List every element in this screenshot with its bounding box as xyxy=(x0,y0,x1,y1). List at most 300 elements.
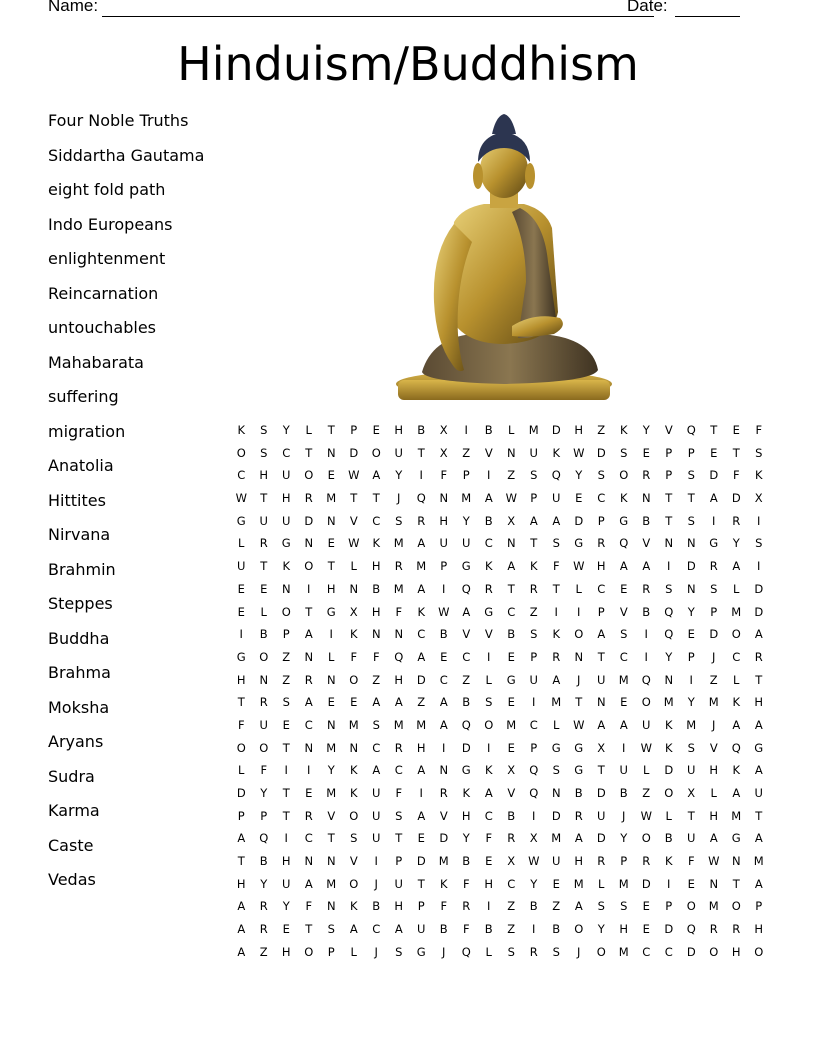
grid-letter[interactable]: C xyxy=(484,536,493,551)
grid-letter[interactable]: H xyxy=(394,899,404,914)
grid-letter[interactable]: Q xyxy=(394,649,404,664)
grid-letter[interactable]: A xyxy=(304,876,313,891)
grid-letter[interactable]: S xyxy=(620,445,628,460)
grid-letter[interactable]: L xyxy=(260,604,267,619)
grid-letter[interactable]: G xyxy=(619,513,629,528)
grid-letter[interactable]: P xyxy=(417,899,425,914)
grid-letter[interactable]: H xyxy=(394,423,404,437)
grid-letter[interactable]: U xyxy=(529,445,538,460)
grid-letter[interactable]: A xyxy=(304,695,313,710)
grid-letter[interactable]: I xyxy=(577,604,581,619)
grid-letter[interactable]: U xyxy=(282,468,291,483)
grid-letter[interactable]: K xyxy=(372,536,381,551)
grid-letter[interactable]: K xyxy=(349,786,358,800)
grid-letter[interactable]: F xyxy=(395,786,403,800)
grid-letter[interactable]: T xyxy=(282,808,290,823)
grid-letter[interactable]: R xyxy=(642,468,651,483)
grid-letter[interactable]: R xyxy=(597,854,606,869)
grid-letter[interactable]: G xyxy=(709,536,719,551)
grid-letter[interactable]: T xyxy=(237,695,245,710)
grid-letter[interactable]: B xyxy=(507,627,516,642)
grid-letter[interactable]: W xyxy=(640,808,652,823)
grid-letter[interactable]: J xyxy=(712,717,716,732)
grid-letter[interactable]: I xyxy=(442,740,446,755)
grid-letter[interactable]: D xyxy=(551,808,561,823)
grid-letter[interactable]: A xyxy=(574,831,583,846)
grid-letter[interactable]: D xyxy=(709,468,719,483)
grid-letter[interactable]: O xyxy=(596,944,606,959)
grid-letter[interactable]: K xyxy=(552,445,561,460)
grid-letter[interactable]: X xyxy=(439,423,448,437)
grid-letter[interactable]: Y xyxy=(687,604,695,619)
grid-letter[interactable]: W xyxy=(708,854,720,869)
grid-letter[interactable]: P xyxy=(530,740,538,755)
grid-letter[interactable]: W xyxy=(348,468,360,483)
grid-letter[interactable]: L xyxy=(485,672,492,687)
grid-letter[interactable]: D xyxy=(641,876,651,891)
grid-letter[interactable]: Y xyxy=(687,695,695,710)
grid-letter[interactable]: S xyxy=(530,627,538,642)
grid-letter[interactable]: Q xyxy=(664,604,674,619)
grid-letter[interactable]: S xyxy=(620,627,628,642)
grid-letter[interactable]: M xyxy=(618,876,629,891)
grid-letter[interactable]: N xyxy=(304,854,314,869)
grid-letter[interactable]: I xyxy=(757,513,761,528)
grid-letter[interactable]: C xyxy=(417,627,426,642)
grid-letter[interactable]: M xyxy=(416,559,427,574)
grid-letter[interactable]: I xyxy=(712,513,716,528)
grid-letter[interactable]: E xyxy=(620,695,628,710)
grid-letter[interactable]: M xyxy=(663,695,674,710)
grid-letter[interactable]: M xyxy=(393,536,404,551)
grid-letter[interactable]: H xyxy=(754,922,764,937)
grid-letter[interactable]: R xyxy=(732,922,741,937)
grid-letter[interactable]: E xyxy=(507,695,515,710)
grid-letter[interactable]: T xyxy=(305,922,313,937)
grid-letter[interactable]: D xyxy=(596,445,606,460)
grid-letter[interactable]: O xyxy=(619,468,629,483)
grid-letter[interactable]: A xyxy=(552,672,561,687)
grid-letter[interactable]: T xyxy=(575,695,583,710)
grid-letter[interactable]: L xyxy=(508,423,515,437)
grid-letter[interactable]: R xyxy=(259,922,268,937)
grid-letter[interactable]: F xyxy=(687,854,695,869)
grid-letter[interactable]: I xyxy=(239,627,243,642)
grid-letter[interactable]: G xyxy=(484,604,494,619)
grid-letter[interactable]: M xyxy=(708,899,719,914)
grid-letter[interactable]: K xyxy=(484,763,493,778)
grid-letter[interactable]: I xyxy=(307,581,311,596)
grid-letter[interactable]: P xyxy=(687,649,695,664)
grid-letter[interactable]: N xyxy=(506,536,516,551)
grid-letter[interactable]: G xyxy=(574,740,584,755)
grid-letter[interactable]: B xyxy=(259,854,268,869)
grid-letter[interactable]: Z xyxy=(552,899,561,914)
grid-letter[interactable]: L xyxy=(598,876,605,891)
grid-letter[interactable]: V xyxy=(349,513,358,528)
grid-letter[interactable]: H xyxy=(281,944,291,959)
grid-letter[interactable]: M xyxy=(326,876,337,891)
grid-letter[interactable]: T xyxy=(665,491,673,506)
grid-letter[interactable]: O xyxy=(259,649,269,664)
grid-letter[interactable]: O xyxy=(641,831,651,846)
grid-letter[interactable]: B xyxy=(484,423,493,437)
grid-letter[interactable]: P xyxy=(530,649,538,664)
grid-letter[interactable]: X xyxy=(507,513,516,528)
grid-letter[interactable]: F xyxy=(350,649,358,664)
grid-letter[interactable]: N xyxy=(326,445,336,460)
grid-letter[interactable]: J xyxy=(374,944,378,959)
grid-letter[interactable]: P xyxy=(282,627,290,642)
grid-letter[interactable]: L xyxy=(328,649,335,664)
grid-letter[interactable]: C xyxy=(507,876,516,891)
grid-letter[interactable]: P xyxy=(440,559,448,574)
grid-letter[interactable]: T xyxy=(755,672,763,687)
grid-letter[interactable]: R xyxy=(394,740,403,755)
grid-letter[interactable]: U xyxy=(439,536,448,551)
grid-letter[interactable]: O xyxy=(281,604,291,619)
grid-letter[interactable]: C xyxy=(597,581,606,596)
grid-letter[interactable]: N xyxy=(574,649,584,664)
grid-letter[interactable]: I xyxy=(689,672,693,687)
grid-letter[interactable]: N xyxy=(259,672,269,687)
grid-letter[interactable]: B xyxy=(664,831,673,846)
grid-letter[interactable]: A xyxy=(484,491,493,506)
grid-letter[interactable]: E xyxy=(305,786,313,800)
grid-letter[interactable]: D xyxy=(304,513,314,528)
grid-letter[interactable]: G xyxy=(236,649,246,664)
grid-letter[interactable]: T xyxy=(282,786,290,800)
grid-letter[interactable]: L xyxy=(350,944,357,959)
grid-letter[interactable]: A xyxy=(237,899,246,914)
grid-letter[interactable]: A xyxy=(237,831,246,846)
grid-letter[interactable]: R xyxy=(304,672,313,687)
grid-letter[interactable]: I xyxy=(442,581,446,596)
grid-letter[interactable]: U xyxy=(552,491,561,506)
grid-letter[interactable]: V xyxy=(619,604,628,619)
grid-letter[interactable]: P xyxy=(350,423,358,437)
grid-letter[interactable]: R xyxy=(259,536,268,551)
grid-letter[interactable]: I xyxy=(464,423,468,437)
grid-letter[interactable]: O xyxy=(349,876,359,891)
grid-letter[interactable]: C xyxy=(394,763,403,778)
grid-letter[interactable]: A xyxy=(754,717,763,732)
grid-letter[interactable]: M xyxy=(753,854,764,869)
grid-letter[interactable]: S xyxy=(327,922,335,937)
grid-letter[interactable]: M xyxy=(416,717,427,732)
grid-letter[interactable]: F xyxy=(305,899,313,914)
grid-letter[interactable]: O xyxy=(641,695,651,710)
grid-letter[interactable]: S xyxy=(507,944,515,959)
grid-letter[interactable]: P xyxy=(665,445,673,460)
grid-letter[interactable]: T xyxy=(305,604,313,619)
grid-letter[interactable]: Z xyxy=(282,649,291,664)
grid-letter[interactable]: U xyxy=(552,854,561,869)
grid-letter[interactable]: S xyxy=(350,831,358,846)
grid-letter[interactable]: E xyxy=(282,717,290,732)
grid-letter[interactable]: C xyxy=(642,944,651,959)
grid-letter[interactable]: F xyxy=(462,876,470,891)
grid-letter[interactable]: C xyxy=(619,649,628,664)
grid-letter[interactable]: S xyxy=(485,695,493,710)
grid-letter[interactable]: U xyxy=(259,717,268,732)
grid-letter[interactable]: U xyxy=(597,672,606,687)
grid-letter[interactable]: D xyxy=(236,786,246,800)
grid-letter[interactable]: A xyxy=(597,627,606,642)
grid-letter[interactable]: N xyxy=(641,491,651,506)
grid-letter[interactable]: R xyxy=(709,559,718,574)
grid-letter[interactable]: N xyxy=(686,581,696,596)
grid-letter[interactable]: Y xyxy=(462,831,470,846)
grid-letter[interactable]: K xyxy=(462,786,471,800)
grid-letter[interactable]: Q xyxy=(664,627,674,642)
grid-letter[interactable]: T xyxy=(597,763,605,778)
grid-letter[interactable]: B xyxy=(642,604,651,619)
grid-letter[interactable]: H xyxy=(574,423,584,437)
grid-letter[interactable]: T xyxy=(260,491,268,506)
grid-letter[interactable]: S xyxy=(687,740,695,755)
grid-letter[interactable]: K xyxy=(732,695,741,710)
grid-letter[interactable]: X xyxy=(349,604,358,619)
grid-letter[interactable]: V xyxy=(507,786,516,800)
grid-letter[interactable]: U xyxy=(282,876,291,891)
grid-letter[interactable]: P xyxy=(710,604,718,619)
grid-letter[interactable]: S xyxy=(755,445,763,460)
grid-letter[interactable]: E xyxy=(237,581,245,596)
grid-letter[interactable]: P xyxy=(665,899,673,914)
grid-letter[interactable]: N xyxy=(686,536,696,551)
grid-letter[interactable]: B xyxy=(372,899,381,914)
grid-letter[interactable]: G xyxy=(754,740,764,755)
grid-letter[interactable]: F xyxy=(440,468,448,483)
grid-letter[interactable]: L xyxy=(238,536,245,551)
grid-letter[interactable]: A xyxy=(732,559,741,574)
grid-letter[interactable]: O xyxy=(236,445,246,460)
grid-letter[interactable]: M xyxy=(618,944,629,959)
grid-letter[interactable]: V xyxy=(327,808,336,823)
grid-letter[interactable]: X xyxy=(529,831,538,846)
grid-letter[interactable]: N xyxy=(731,854,741,869)
grid-letter[interactable]: A xyxy=(237,922,246,937)
grid-letter[interactable]: C xyxy=(304,831,313,846)
grid-letter[interactable]: D xyxy=(664,922,674,937)
grid-letter[interactable]: S xyxy=(755,536,763,551)
grid-letter[interactable]: T xyxy=(687,491,695,506)
grid-letter[interactable]: A xyxy=(529,513,538,528)
grid-letter[interactable]: F xyxy=(732,468,740,483)
grid-letter[interactable]: O xyxy=(236,740,246,755)
grid-letter[interactable]: W xyxy=(438,604,450,619)
grid-letter[interactable]: Z xyxy=(259,944,268,959)
grid-letter[interactable]: Q xyxy=(619,536,629,551)
grid-letter[interactable]: S xyxy=(552,944,560,959)
grid-letter[interactable]: D xyxy=(551,423,561,437)
grid-letter[interactable]: C xyxy=(664,944,673,959)
date-field-line[interactable] xyxy=(675,16,740,17)
grid-letter[interactable]: L xyxy=(643,763,650,778)
grid-letter[interactable]: C xyxy=(462,649,471,664)
grid-letter[interactable]: Y xyxy=(462,513,470,528)
grid-letter[interactable]: A xyxy=(574,899,583,914)
grid-letter[interactable]: U xyxy=(394,445,403,460)
grid-letter[interactable]: S xyxy=(665,581,673,596)
grid-letter[interactable]: T xyxy=(732,876,740,891)
grid-letter[interactable]: K xyxy=(349,627,358,642)
grid-letter[interactable]: Q xyxy=(686,423,696,437)
grid-letter[interactable]: T xyxy=(350,491,358,506)
grid-letter[interactable]: O xyxy=(574,627,584,642)
grid-letter[interactable]: E xyxy=(642,899,650,914)
grid-letter[interactable]: E xyxy=(372,423,380,437)
grid-letter[interactable]: G xyxy=(416,944,426,959)
grid-letter[interactable]: K xyxy=(664,717,673,732)
grid-letter[interactable]: N xyxy=(349,581,359,596)
grid-letter[interactable]: A xyxy=(754,831,763,846)
grid-letter[interactable]: G xyxy=(326,604,336,619)
grid-letter[interactable]: T xyxy=(327,831,335,846)
grid-letter[interactable]: N xyxy=(349,740,359,755)
grid-letter[interactable]: V xyxy=(664,423,673,437)
grid-letter[interactable]: I xyxy=(284,763,288,778)
grid-letter[interactable]: B xyxy=(484,922,493,937)
grid-letter[interactable]: A xyxy=(507,559,516,574)
grid-letter[interactable]: G xyxy=(574,763,584,778)
grid-letter[interactable]: T xyxy=(260,559,268,574)
grid-letter[interactable]: I xyxy=(554,604,558,619)
grid-letter[interactable]: E xyxy=(327,536,335,551)
grid-letter[interactable]: N xyxy=(326,672,336,687)
grid-letter[interactable]: H xyxy=(371,559,381,574)
grid-letter[interactable]: T xyxy=(305,445,313,460)
grid-letter[interactable]: I xyxy=(487,468,491,483)
grid-letter[interactable]: T xyxy=(755,808,763,823)
grid-letter[interactable]: N xyxy=(394,627,404,642)
grid-letter[interactable]: J xyxy=(577,672,581,687)
grid-letter[interactable]: Y xyxy=(327,763,335,778)
grid-letter[interactable]: E xyxy=(687,876,695,891)
grid-letter[interactable]: O xyxy=(731,899,741,914)
grid-letter[interactable]: A xyxy=(417,763,426,778)
grid-letter[interactable]: K xyxy=(237,423,246,437)
grid-letter[interactable]: D xyxy=(596,786,606,800)
grid-letter[interactable]: F xyxy=(552,559,560,574)
grid-letter[interactable]: T xyxy=(732,445,740,460)
grid-letter[interactable]: U xyxy=(237,559,246,574)
grid-letter[interactable]: E xyxy=(282,922,290,937)
grid-letter[interactable]: O xyxy=(349,808,359,823)
grid-letter[interactable]: S xyxy=(687,513,695,528)
grid-letter[interactable]: V xyxy=(709,740,718,755)
grid-letter[interactable]: M xyxy=(348,717,359,732)
grid-letter[interactable]: H xyxy=(281,491,291,506)
grid-letter[interactable]: E xyxy=(507,649,515,664)
grid-letter[interactable]: H xyxy=(326,581,336,596)
grid-letter[interactable]: A xyxy=(552,513,561,528)
grid-letter[interactable]: T xyxy=(237,854,245,869)
grid-letter[interactable]: D xyxy=(596,831,606,846)
grid-letter[interactable]: R xyxy=(304,808,313,823)
grid-letter[interactable]: I xyxy=(532,922,536,937)
grid-letter[interactable]: Y xyxy=(620,831,628,846)
grid-letter[interactable]: I xyxy=(487,899,491,914)
grid-letter[interactable]: R xyxy=(417,513,426,528)
grid-letter[interactable]: O xyxy=(686,899,696,914)
grid-letter[interactable]: N xyxy=(709,876,719,891)
grid-letter[interactable]: Q xyxy=(641,672,651,687)
grid-letter[interactable]: A xyxy=(732,786,741,800)
grid-letter[interactable]: I xyxy=(329,627,333,642)
grid-letter[interactable]: B xyxy=(552,922,561,937)
grid-letter[interactable]: U xyxy=(372,831,381,846)
grid-letter[interactable]: T xyxy=(395,831,403,846)
grid-letter[interactable]: P xyxy=(755,899,763,914)
grid-letter[interactable]: A xyxy=(394,695,403,710)
grid-letter[interactable]: C xyxy=(439,672,448,687)
grid-letter[interactable]: O xyxy=(371,445,381,460)
grid-letter[interactable]: A xyxy=(304,627,313,642)
grid-letter[interactable]: Q xyxy=(686,922,696,937)
grid-letter[interactable]: U xyxy=(462,536,471,551)
grid-letter[interactable]: S xyxy=(597,899,605,914)
grid-letter[interactable]: D xyxy=(709,627,719,642)
grid-letter[interactable]: F xyxy=(485,831,493,846)
grid-letter[interactable]: P xyxy=(237,808,245,823)
grid-letter[interactable]: H xyxy=(596,559,606,574)
grid-letter[interactable]: B xyxy=(259,627,268,642)
grid-letter[interactable]: A xyxy=(417,649,426,664)
grid-letter[interactable]: G xyxy=(236,513,246,528)
grid-letter[interactable]: K xyxy=(552,627,561,642)
grid-letter[interactable]: D xyxy=(664,763,674,778)
grid-letter[interactable]: N xyxy=(439,491,449,506)
grid-letter[interactable]: N xyxy=(326,717,336,732)
grid-letter[interactable]: T xyxy=(710,423,718,437)
grid-letter[interactable]: E xyxy=(507,740,515,755)
grid-letter[interactable]: D xyxy=(754,604,764,619)
grid-letter[interactable]: N xyxy=(439,763,449,778)
grid-letter[interactable]: H xyxy=(484,876,494,891)
grid-letter[interactable]: N xyxy=(371,627,381,642)
grid-letter[interactable]: A xyxy=(619,717,628,732)
grid-letter[interactable]: O xyxy=(754,944,764,959)
grid-letter[interactable]: T xyxy=(372,491,380,506)
grid-letter[interactable]: L xyxy=(238,763,245,778)
name-field-line[interactable] xyxy=(102,16,654,17)
grid-letter[interactable]: L xyxy=(485,944,492,959)
grid-letter[interactable]: E xyxy=(642,922,650,937)
grid-letter[interactable]: L xyxy=(575,581,582,596)
grid-letter[interactable]: A xyxy=(439,695,448,710)
grid-letter[interactable]: O xyxy=(731,627,741,642)
grid-letter[interactable]: I xyxy=(644,649,648,664)
grid-letter[interactable]: K xyxy=(349,899,358,914)
grid-letter[interactable]: O xyxy=(574,922,584,937)
grid-letter[interactable]: U xyxy=(754,786,763,800)
grid-letter[interactable]: F xyxy=(462,922,470,937)
grid-letter[interactable]: K xyxy=(619,491,628,506)
grid-letter[interactable]: A xyxy=(597,717,606,732)
grid-letter[interactable]: A xyxy=(372,763,381,778)
grid-letter[interactable]: E xyxy=(327,468,335,483)
grid-letter[interactable]: S xyxy=(530,468,538,483)
grid-letter[interactable]: K xyxy=(619,423,628,437)
grid-letter[interactable]: V xyxy=(349,854,358,869)
grid-letter[interactable]: C xyxy=(529,717,538,732)
grid-letter[interactable]: G xyxy=(574,536,584,551)
grid-letter[interactable]: A xyxy=(417,536,426,551)
grid-letter[interactable]: M xyxy=(731,604,742,619)
grid-letter[interactable]: G xyxy=(506,672,516,687)
